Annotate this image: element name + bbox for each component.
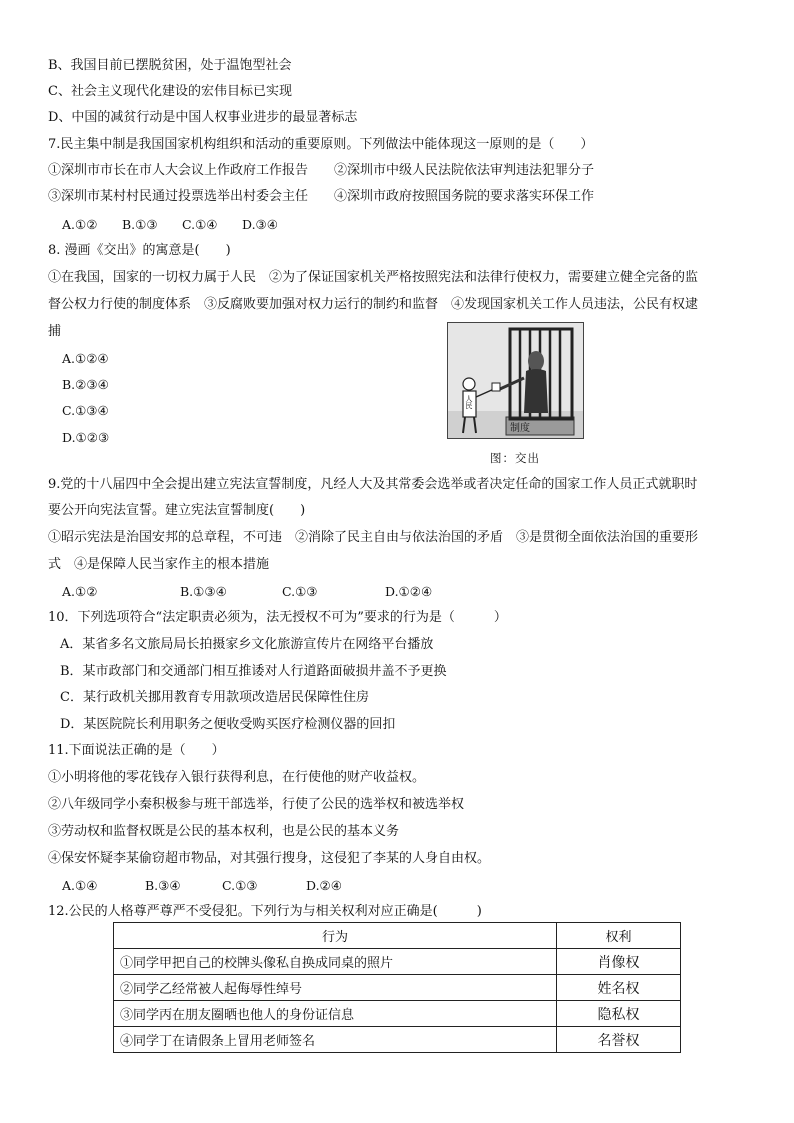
- question-12: 12.公民的人格尊严尊严不受侵犯。下列行为与相关权利对应正确是( ): [48, 904, 482, 919]
- question-7: 7.民主集中制是我国国家机构组织和活动的重要原则。下列做法中能体现这一原则的是（ ）: [48, 137, 594, 152]
- rights-table: [113, 922, 681, 1053]
- q8-option-c: C.①③④: [62, 403, 109, 418]
- column-header-right: 权利: [557, 923, 681, 949]
- column-header-behavior: 行为: [114, 923, 557, 949]
- q11-option-a: A.①④: [62, 878, 98, 893]
- q10-option-a: A．某省多名文旅局局长拍摄家乡文化旅游宣传片在网络平台播放: [60, 637, 434, 652]
- q11-option-d: D.②④: [306, 878, 342, 893]
- q11-option-b: B.③④: [145, 878, 181, 893]
- question-9-continued: 要公开向宪法宣誓。建立宪法宣誓制度( ): [48, 503, 306, 518]
- q8-option-d: D.①②③: [62, 430, 110, 445]
- q9-statements-1: ①昭示宪法是治国安邦的总章程，不可违 ②消除了民主自由与依法治国的矛盾 ③是贯彻全面依法治国的重要形: [48, 530, 699, 545]
- q7-option-b: B.①③: [122, 217, 158, 232]
- table-row: [114, 1027, 681, 1053]
- q6-option-b: B、我国目前已摆脱贫困，处于温饱型社会: [48, 58, 292, 73]
- q6-option-d: D、中国的减贫行动是中国人权事业进步的最显著标志: [48, 110, 358, 125]
- table-cell-behavior: ①同学甲把自己的校牌头像私自换成同桌的照片: [114, 949, 557, 975]
- table-header-row: [114, 923, 681, 949]
- question-10: 10．下列选项符合“法定职责必须为，法无授权不可为”要求的行为是（ ）: [48, 610, 507, 625]
- q11-statement-2: ②八年级同学小秦积极参与班干部选举，行使了公民的选举权和被选举权: [48, 797, 465, 812]
- q9-option-d: D.①②④: [385, 584, 433, 599]
- q6-option-c: C、社会主义现代化建设的宏伟目标已实现: [48, 84, 292, 99]
- table-cell-right: 隐私权: [557, 1001, 681, 1027]
- question-8: 8. 漫画《交出》的寓意是( ): [48, 243, 231, 258]
- cartoon-image: [447, 322, 584, 439]
- table-cell-right: 名誉权: [557, 1027, 681, 1053]
- table-row: [114, 975, 681, 1001]
- table-cell-behavior: ②同学乙经常被人起侮辱性绰号: [114, 975, 557, 1001]
- q10-option-b: B．某市政部门和交通部门相互推诿对人行道路面破损井盖不予更换: [60, 664, 447, 679]
- table-row: [114, 1001, 681, 1027]
- q8-statements-2: 督公权力行使的制度体系 ③反腐败要加强对权力运行的制约和监督 ④发现国家机关工作人员违法，公民有权逮: [48, 297, 699, 312]
- q11-options: [62, 878, 342, 893]
- q7-option-a: A.①②: [62, 217, 98, 232]
- q8-option-a: A.①②④: [62, 351, 109, 366]
- q10-option-d: D．某医院院长利用职务之便收受购买医疗检测仪器的回扣: [60, 717, 396, 732]
- table-cell-behavior: ④同学丁在请假条上冒用老师签名: [114, 1027, 557, 1053]
- q8-statements-3: 捕: [48, 324, 62, 339]
- q7-statements-2: ③深圳市某村村民通过投票选举出村委会主任 ④深圳市政府按照国务院的要求落实环保工作: [48, 189, 595, 204]
- q7-option-c: C.①④: [182, 217, 218, 232]
- cartoon-label-system: 制度: [510, 423, 530, 434]
- q9-options: [62, 584, 432, 599]
- q9-statements-2: 式 ④是保障人民当家作主的根本措施: [48, 557, 270, 572]
- q11-statement-3: ③劳动权和监督权既是公民的基本权利，也是公民的基本义务: [48, 824, 400, 839]
- q8-statements-1: ①在我国，国家的一切权力属于人民 ②为了保证国家机关严格按照宪法和法律行使权力，需要建立健全完备的监: [48, 270, 699, 285]
- q7-options: [62, 217, 278, 232]
- question-11: 11.下面说法正确的是（ ）: [48, 743, 225, 758]
- cartoon-caption: 图：交出: [490, 451, 540, 465]
- table-cell-right: 姓名权: [557, 975, 681, 1001]
- table-row: [114, 949, 681, 975]
- q11-option-c: C.①③: [222, 878, 258, 893]
- cartoon-label-people: 人民: [465, 395, 473, 409]
- q7-statements-1: ①深圳市市长在市人大会议上作政府工作报告 ②深圳市中级人民法院依法审判违法犯罪分子: [48, 163, 595, 178]
- q9-option-c: C.①③: [282, 584, 318, 599]
- table-cell-right: 肖像权: [557, 949, 681, 975]
- q11-statement-1: ①小明将他的零花钱存入银行获得利息，在行使他的财产收益权。: [48, 770, 426, 785]
- question-9: 9.党的十八届四中全会提出建立宪法宣誓制度，凡经人大及其常委会选举或者决定任命的国家工作人员正式就职时: [48, 477, 698, 492]
- q10-option-c: C．某行政机关挪用教育专用款项改造居民保障性住房: [60, 690, 369, 705]
- q8-option-b: B.②③④: [62, 377, 109, 392]
- q11-statement-4: ④保安怀疑李某偷窃超市物品，对其强行搜身，这侵犯了李某的人身自由权。: [48, 851, 491, 866]
- q7-option-d: D.③④: [242, 217, 278, 232]
- q9-option-a: A.①②: [62, 584, 98, 599]
- table-cell-behavior: ③同学丙在朋友圈晒也他人的身份证信息: [114, 1001, 557, 1027]
- q9-option-b: B.①③④: [180, 584, 227, 599]
